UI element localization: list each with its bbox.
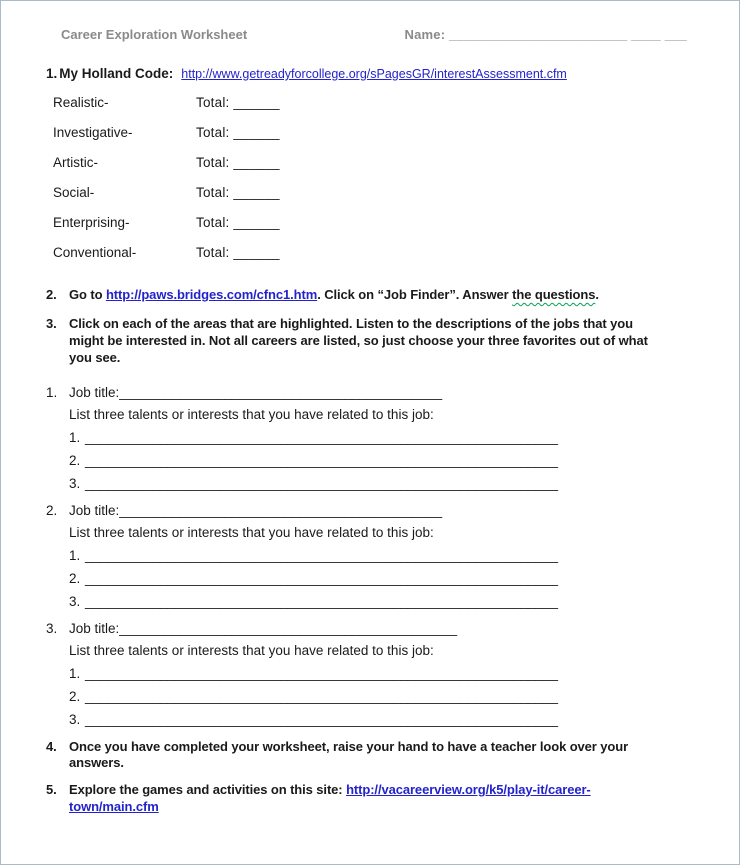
instruction-2 — [46, 287, 701, 304]
job-section-1 — [46, 385, 701, 491]
instruction-4 — [46, 739, 701, 773]
blank-rule: _______________________________________________________________ — [85, 547, 559, 563]
section-holland-code — [46, 66, 701, 81]
talent-blank-line — [69, 476, 701, 491]
name-area — [404, 27, 687, 42]
job-title-blank: _____________________________________________ — [119, 620, 458, 636]
talent-blank-line — [69, 430, 701, 445]
career-town-link[interactable]: http://vacareerview.org/k5/play-it/career-town/main.cfm — [69, 782, 591, 815]
name-blank-line: ________________________ ____ ___ — [449, 27, 687, 42]
job-title-line — [46, 621, 701, 636]
item-number: 4. — [46, 738, 57, 754]
job-section-2 — [46, 503, 701, 609]
instruction-5 — [46, 782, 701, 816]
talent-blank-line — [69, 594, 701, 609]
job-title-blank: ___________________________________________ — [119, 384, 443, 400]
holland-row-realistic — [53, 95, 701, 125]
job-sections — [46, 385, 701, 727]
holland-total-blank: Total: ______ — [196, 155, 280, 170]
blank-number: 3. — [69, 593, 81, 609]
holland-code-label: My Holland Code: — [59, 66, 174, 81]
talent-blank-line — [69, 666, 701, 681]
holland-total-blank: Total: ______ — [196, 95, 280, 110]
holland-total-blank: Total: ______ — [196, 245, 280, 260]
talent-blank-line — [69, 453, 701, 468]
blank-number: 1. — [69, 429, 81, 445]
job-title-label: Job title: — [69, 384, 120, 400]
talents-prompt: List three talents or interests that you have related to this job: — [69, 642, 434, 658]
item-number: 1. — [46, 66, 58, 81]
blank-rule: _______________________________________________________________ — [85, 452, 559, 468]
instruction-3-text: Click on each of the areas that are highlighted. Listen to the descriptions of the jobs that you might be interested in. Not all careers are listed, so just choose your three favorites out of what you see. — [69, 315, 648, 365]
job-number: 3. — [46, 620, 58, 636]
holland-total-blank: Total: ______ — [196, 215, 280, 230]
grammar-flagged-text: the questions — [512, 287, 596, 302]
name-label: Name: — [404, 27, 446, 42]
job-number: 2. — [46, 502, 58, 518]
blank-rule: _______________________________________________________________ — [85, 593, 559, 609]
bottom-instructions — [46, 739, 701, 817]
talent-blank-line — [69, 571, 701, 586]
instruction-5-pre: Explore the games and activities on this site: — [69, 782, 347, 798]
holland-category-label: Investigative- — [53, 125, 133, 140]
holland-row-investigative — [53, 125, 701, 155]
blank-rule: _______________________________________________________________ — [85, 475, 559, 491]
instruction-2-end: . — [595, 287, 599, 302]
talent-blank-line — [69, 712, 701, 727]
talents-prompt: List three talents or interests that you have related to this job: — [69, 524, 434, 540]
holland-rows — [53, 95, 701, 275]
blank-number: 2. — [69, 452, 81, 468]
job-title-label: Job title: — [69, 502, 120, 518]
blank-number: 1. — [69, 547, 81, 563]
instruction-5-text — [69, 782, 649, 816]
holland-row-enterprising — [53, 215, 701, 245]
holland-row-social — [53, 185, 701, 215]
header — [46, 27, 701, 42]
job-title-line — [46, 385, 701, 400]
talents-prompt: List three talents or interests that you have related to this job: — [69, 406, 434, 422]
item-number: 2. — [46, 287, 57, 302]
instruction-3 — [46, 316, 701, 367]
holland-category-label: Conventional- — [53, 245, 137, 260]
job-section-3 — [46, 621, 701, 727]
instruction-2-text — [69, 287, 599, 304]
blank-number: 1. — [69, 665, 81, 681]
talent-blank-line — [69, 548, 701, 563]
instruction-4-text: Once you have completed your worksheet, raise your hand to have a teacher look over your answers. — [69, 738, 629, 771]
holland-category-label: Social- — [53, 185, 95, 200]
item-number: 5. — [46, 782, 57, 798]
talent-blank-line — [69, 689, 701, 704]
holland-total-blank: Total: ______ — [196, 185, 280, 200]
blank-rule: _______________________________________________________________ — [85, 688, 559, 704]
job-title-label: Job title: — [69, 620, 120, 636]
blank-number: 3. — [69, 711, 81, 727]
item-number: 3. — [46, 315, 57, 331]
holland-assessment-link[interactable]: http://www.getreadyforcollege.org/sPagesGR/interestAssessment.cfm — [181, 67, 567, 81]
instruction-2-pre: Go to — [69, 287, 106, 302]
holland-row-conventional — [53, 245, 701, 275]
holland-row-artistic — [53, 155, 701, 185]
job-title-blank: ___________________________________________ — [119, 502, 443, 518]
page-title: Career Exploration Worksheet — [61, 27, 248, 42]
instruction-2-mid: . Click on “Job Finder”. Answer — [317, 287, 513, 302]
job-body — [69, 643, 701, 727]
blank-number: 3. — [69, 475, 81, 491]
job-body — [69, 525, 701, 609]
blank-number: 2. — [69, 570, 81, 586]
holland-category-label: Enterprising- — [53, 215, 130, 230]
blank-rule: _______________________________________________________________ — [85, 570, 559, 586]
job-number: 1. — [46, 384, 58, 400]
job-body — [69, 407, 701, 491]
holland-total-blank: Total: ______ — [196, 125, 280, 140]
blank-rule: _______________________________________________________________ — [85, 711, 559, 727]
blank-rule: _______________________________________________________________ — [85, 429, 559, 445]
holland-category-label: Realistic- — [53, 95, 109, 110]
holland-category-label: Artistic- — [53, 155, 98, 170]
blank-number: 2. — [69, 688, 81, 704]
job-title-line — [46, 503, 701, 518]
blank-rule: _______________________________________________________________ — [85, 665, 559, 681]
job-finder-link[interactable]: http://paws.bridges.com/cfnc1.htm — [105, 287, 318, 302]
